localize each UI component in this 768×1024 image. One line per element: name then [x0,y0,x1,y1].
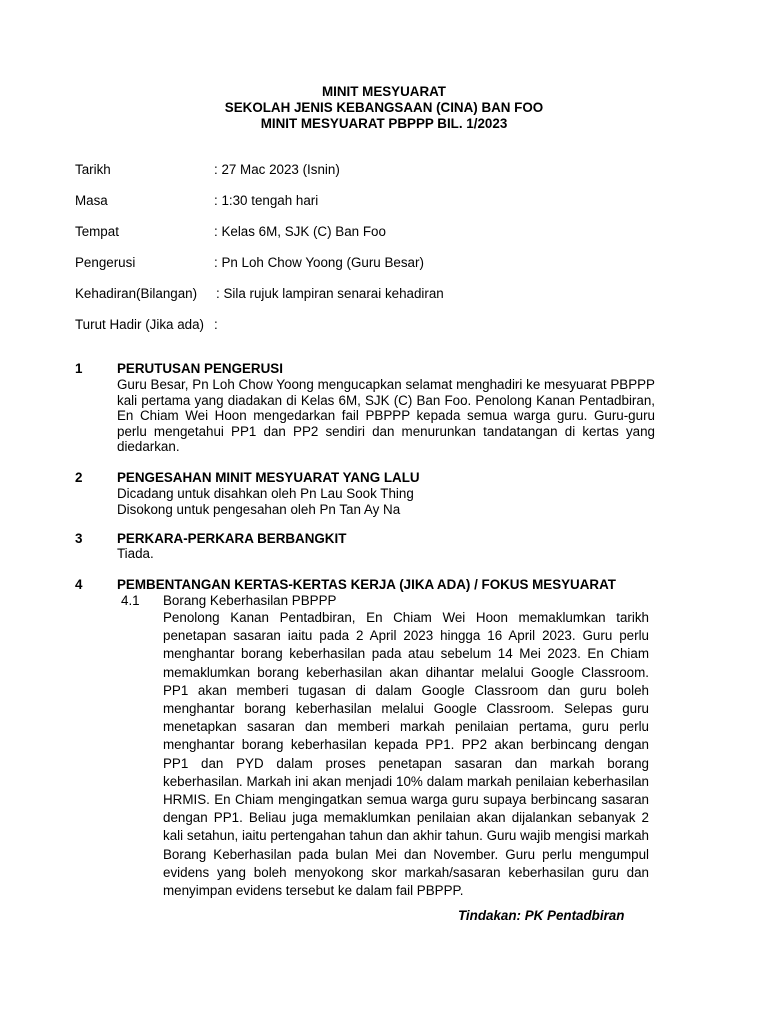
section-body [117,486,655,517]
meta-value: : [214,317,218,332]
action-note: Tindakan: PK Pentadbiran [458,908,625,923]
section-heading: PEMBENTANGAN KERTAS-KERTAS KERJA (JIKA ADA) / FOKUS MESYUARAT [117,577,616,592]
section-line: Tiada. [117,546,154,561]
section-body [117,546,655,562]
meta-label: Turut Hadir (Jika ada) [75,317,204,332]
section-line: Disokong untuk pengesahan oleh Pn Tan Ay Na [117,501,401,517]
section-heading: PERUTUSAN PENGERUSI [117,361,283,376]
subsection-heading: Borang Keberhasilan PBPPP [163,593,337,608]
section-number: 2 [75,470,83,485]
section-number: 4 [75,577,83,592]
subsection-number: 4.1 [121,593,140,608]
title-line-2: SEKOLAH JENIS KEBANGSAAN (CINA) BAN FOO [224,100,544,115]
meta-label: Tarikh [75,162,111,177]
meta-value: : Sila rujuk lampiran senarai kehadiran [216,286,444,301]
section-number: 3 [75,531,83,546]
meta-label: Masa [75,193,108,208]
title-line-1: MINIT MESYUARAT [322,84,446,99]
meta-value: : 27 Mac 2023 (Isnin) [214,162,340,177]
section-heading: PENGESAHAN MINIT MESYUARAT YANG LALU [117,470,420,485]
meta-label: Pengerusi [75,255,136,270]
section-body: Guru Besar, Pn Loh Chow Yoong mengucapkan selamat menghadiri ke mesyuarat PBPPP kali pertama yang diadakan di Kelas 6M, SJK (C) Ban Foo. Penolong Kanan Pentadbiran, En Chiam Wei Hoon mengedarkan fail PBPPP kepada semua warga guru. Guru-guru perlu mengetahui PP1 dan PP2 sendiri dan menurunkan tandatangan di kertas yang diedarkan. [117,377,655,454]
section-line: Dicadang untuk disahkan oleh Pn Lau Sook Thing [117,486,414,501]
section-number: 1 [75,361,83,376]
subsection-body: Penolong Kanan Pentadbiran, En Chiam Wei Hoon memaklumkan tarikh penetapan sasaran iaitu pada 2 April 2023 hingga 16 April 2023. Guru perlu menghantar borang keberhasilan pada atau sebelum 14 Mei 2023. En Chiam memaklumkan borang keberhasilan akan dihantar melalui Google Classroom. PP1 akan memberi tugasan di dalam Google Classroom dan guru boleh menghantar borang keberhasilan melalui Google Classroom. Selepas guru menetapkan sasaran dan memberi markah penilaian pertama, guru perlu menghantar borang keberhasilan kepada PP1. PP2 akan berbincang dengan PP1 dan PYD dalam proses penetapan sasaran dan markah borang keberhasilan. Markah ini akan menjadi 10% dalam markah penilaian keberhasilan HRMIS. En Chiam mengingatkan semua warga guru supaya berbincang sasaran dengan PP1. Beliau juga memaklumkan penilaian akan dijalankan sebanyak 2 kali setahun, iaitu pertengahan tahun dan akhir tahun. Guru wajib mengisi markah Borang Keberhasilan pada bulan Mei dan November. Guru perlu mengumpul evidens yang boleh menyokong skor markah/sasaran keberhasilan guru dan menyimpan evidens tersebut ke dalam fail PBPPP. [163,610,649,899]
section-heading: PERKARA-PERKARA BERBANGKIT [117,531,347,546]
title-line-3: MINIT MESYUARAT PBPPP BIL. 1/2023 [260,116,508,131]
meta-label: Tempat [75,224,119,239]
meta-value: : 1:30 tengah hari [214,193,319,208]
meta-value: : Kelas 6M, SJK (C) Ban Foo [214,224,386,239]
meta-value: : Pn Loh Chow Yoong (Guru Besar) [214,255,424,270]
document-title [0,84,768,132]
meta-label: Kehadiran(Bilangan) [75,286,198,301]
